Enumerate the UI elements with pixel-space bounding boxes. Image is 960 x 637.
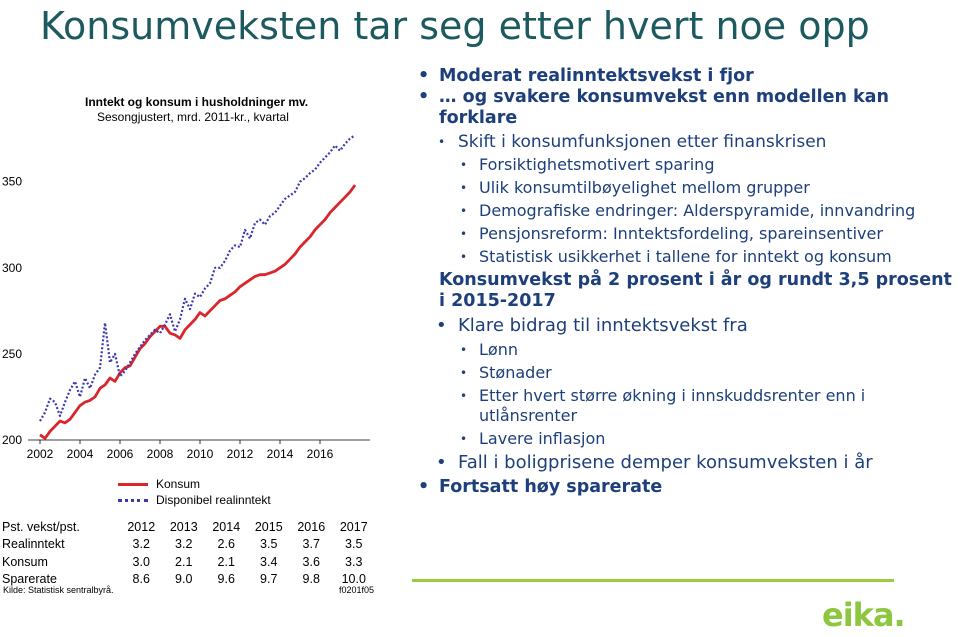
table-cell: 10.0 (341, 572, 366, 587)
divider-line (412, 579, 894, 582)
bullet-dot-icon: • (418, 66, 430, 86)
x-tick-label: 2010 (186, 447, 214, 461)
table-header-cell: 2013 (169, 519, 198, 534)
bullet-dot-icon: • (460, 181, 468, 195)
chart-legend (118, 476, 271, 508)
bullet-item (418, 386, 958, 426)
table-cell: 3.5 (345, 537, 363, 552)
bullet-item (418, 340, 958, 360)
table-cell: 2.1 (217, 554, 235, 569)
bullet-dot-icon: • (460, 227, 468, 241)
chart-subtitle: Sesongjustert, mrd. 2011-kr., kvartal (97, 110, 289, 124)
table-cell: 3.3 (345, 554, 363, 569)
legend-swatch-solid (118, 483, 148, 486)
table-cell: 9.6 (217, 572, 235, 587)
bullet-dot-icon: • (436, 315, 447, 336)
chart-title: Inntekt og konsum i husholdninger mv. (85, 95, 309, 109)
chart-source: Kilde: Statistisk sentralbyrå. (3, 585, 114, 595)
bullet-dot-icon: • (418, 477, 430, 497)
table-cell: 3.5 (260, 537, 278, 552)
y-tick-label: 350 (2, 174, 23, 189)
bullet-text: Skift i konsumfunksjonen etter finanskrisen (458, 132, 827, 152)
bullet-dot-icon: • (418, 87, 430, 107)
table-cell: Realinntekt (2, 537, 65, 552)
table-header-cell: 2017 (339, 519, 368, 534)
bullet-dot-icon: • (460, 366, 468, 380)
table-cell: 2.6 (217, 537, 235, 552)
table-row (2, 536, 375, 554)
bullet-item (418, 477, 958, 498)
paragraph (418, 270, 958, 312)
table-cell: 8.6 (132, 572, 150, 587)
table-cell: 2.1 (175, 554, 193, 569)
bullet-dot-icon: • (460, 343, 468, 357)
bullet-item (418, 224, 958, 244)
table-header-cell: 2014 (212, 519, 241, 534)
eika-logo: eika. (822, 596, 905, 634)
bullet-item (418, 247, 958, 267)
legend-label: Konsum (156, 477, 201, 491)
x-tick-label: 2002 (26, 447, 54, 461)
bullet-text: Pensjonsreform: Inntektsfordeling, spareinsentiver (479, 224, 883, 243)
bullet-item (418, 66, 958, 87)
bullet-item (418, 201, 958, 221)
bullet-text: Demografiske endringer: Alderspyramide, innvandring (479, 201, 916, 220)
x-tick-label: 2014 (266, 447, 294, 461)
bullet-item (418, 363, 958, 383)
bullet-dot-icon: • (460, 204, 468, 218)
bullet-text: Lavere inflasjon (479, 429, 606, 448)
table-header-cell: Pst. vekst/pst. (2, 519, 80, 534)
series-line-konsum (40, 185, 355, 438)
x-tick-label: 2012 (226, 447, 254, 461)
table-cell: 3.0 (132, 554, 150, 569)
table-cell: 3.2 (175, 537, 193, 552)
bullet-text: Fall i boligprisene demper konsumveksten i år (458, 452, 873, 473)
paragraph-text: Konsumvekst på 2 prosent i år og rundt 3,5 prosent i 2015-2017 (439, 270, 952, 311)
bullet-item (418, 429, 958, 449)
bullet-dot-icon: • (438, 135, 446, 149)
x-tick-label: 2016 (306, 447, 334, 461)
bullet-item (418, 315, 958, 337)
bullet-list (418, 66, 958, 498)
table-header-cell: 2016 (297, 519, 326, 534)
table-cell: 3.4 (260, 554, 278, 569)
bullet-item (418, 178, 958, 198)
bullet-text: Etter hvert større økning i innskuddsrenter enn i utlånsrenter (479, 386, 866, 425)
bullet-item (418, 87, 958, 129)
table-header-cell: 2015 (254, 519, 283, 534)
bullet-dot-icon: • (436, 452, 447, 473)
table-cell: 3.6 (302, 554, 320, 569)
y-tick-label: 300 (2, 260, 23, 275)
legend-label: Disponibel realinntekt (156, 493, 271, 507)
bullet-dot-icon: • (460, 389, 468, 403)
bullet-item (418, 452, 958, 474)
chart-series (40, 135, 355, 438)
x-tick-label: 2004 (66, 447, 94, 461)
table-header-cell: 2012 (127, 519, 156, 534)
y-tick-label: 200 (2, 433, 23, 447)
x-tick-label: 2006 (106, 447, 134, 461)
bullet-dot-icon: • (460, 158, 468, 172)
bullet-text: Statistisk usikkerhet i tallene for inntekt og konsum (479, 247, 892, 266)
y-tick-label: 250 (2, 346, 23, 361)
growth-table (2, 518, 375, 588)
x-tick-label: 2008 (146, 447, 174, 461)
bullet-text: Ulik konsumtilbøyelighet mellom grupper (479, 178, 810, 197)
chart-axes (2, 175, 370, 461)
bullet-text: … og svakere konsumvekst enn modellen kan forklare (439, 87, 889, 128)
bullet-text: Klare bidrag til inntektsvekst fra (458, 315, 748, 336)
table-row (2, 553, 375, 571)
bullet-dot-icon: • (460, 250, 468, 264)
series-line-disponibel-realinntekt (40, 135, 355, 421)
bullet-item (418, 132, 958, 152)
table-cell: Sparerate (2, 572, 57, 587)
legend-item-konsum (118, 476, 271, 492)
bullet-text: Fortsatt høy sparerate (439, 477, 663, 497)
table-cell: 9.8 (302, 572, 320, 587)
slide-title: Konsumveksten tar seg etter hvert noe opp (40, 4, 870, 48)
bullet-item (418, 155, 958, 175)
line-chart (0, 0, 400, 470)
table-cell: 9.7 (260, 572, 278, 587)
table-cell: 3.2 (132, 537, 150, 552)
bullet-text: Forsiktighetsmotivert sparing (479, 155, 715, 174)
bullet-dot-icon: • (460, 432, 468, 446)
legend-item-disponibel (118, 492, 271, 508)
figure-code: f0201f05 (339, 585, 375, 595)
table-cell: Konsum (2, 554, 48, 569)
table-header-row (2, 518, 375, 536)
table-cell: 3.7 (302, 537, 320, 552)
bullet-text: Stønader (479, 363, 552, 382)
table-cell: 9.0 (175, 572, 193, 587)
bullet-text: Moderat realinntektsvekst i fjor (439, 66, 754, 86)
legend-swatch-dotted (118, 499, 148, 502)
bullet-text: Lønn (479, 340, 518, 359)
